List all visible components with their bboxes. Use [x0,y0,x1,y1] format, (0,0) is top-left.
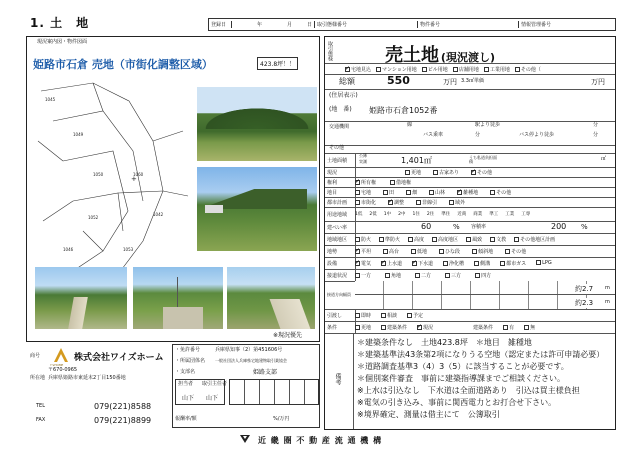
photo-5 [227,267,315,329]
road-option[interactable]: 角地 [385,272,401,279]
use-option[interactable]: その他 [490,189,511,196]
zone-option[interactable]: 2中 [398,212,406,217]
meta-cell: 日 [292,21,315,28]
district-label: 地域地区 [325,233,356,245]
map-label: 現況案内図・物件図面 [37,39,88,45]
category-option[interactable]: 工業用地 [484,66,510,73]
setback-label: うち私道負担面積 [469,155,497,164]
notes-section [325,333,615,429]
map-number: 1060 [133,172,144,177]
other-label: その他 [329,145,345,151]
facility-option[interactable]: 都市ガス [500,260,526,267]
meta-cell: 物件番号 [418,21,519,28]
road-option[interactable]: 三方 [445,272,461,279]
facility-label: 設備 [325,257,356,269]
lot-value: 姫路市石倉1052番 [369,106,438,115]
rights-option[interactable]: ✓ 所有権 [355,179,376,186]
person-box [175,379,228,405]
company-name: 株式会社ワイズホーム [74,353,164,363]
hand-option[interactable]: 予定 [407,312,423,319]
note-line: ＊建築条件なし 土地423.8坪 ＊地目 雑種地 [357,338,532,347]
lot-label: (地 番) [329,106,352,113]
category-option[interactable]: その他（ [515,66,541,73]
bus-label: バス乗車 [423,132,444,138]
facility-option[interactable]: ✓ 上水道 [381,260,402,267]
footer [240,434,500,446]
rights-label: 権利 [325,177,356,187]
terrain-option[interactable]: 傾斜地 [472,248,493,255]
map-number: 1050 [93,172,104,177]
price-unit: 万円 [443,78,457,86]
notes-list [357,337,604,421]
zone-option[interactable]: 近商 [457,212,467,217]
use-option[interactable]: 宅地 [355,189,371,196]
assoc-label: ・所属団体名 [175,358,206,364]
company-block [26,344,320,430]
label-address: 所在地 [30,375,46,381]
banner-title: 姫路市石倉 売地（市街化調整区域） [33,58,213,71]
photo-caption: ※現況優先 [273,332,303,339]
district-option[interactable]: 風致 [466,236,482,243]
commission-value: %/万円 [273,416,290,422]
hand-option[interactable]: 即時 [355,312,371,319]
label-fax: FAX [36,417,46,423]
cond-option[interactable]: 建築条件 [381,324,407,331]
bus-walk: 分 [593,132,599,138]
status-option[interactable]: ✓ その他 [471,169,492,176]
row-price [325,73,615,90]
far-label: 容積率 [471,224,487,230]
district-option[interactable]: その他地区計画 [514,236,555,243]
person-value: 山下 [182,395,195,402]
meta-cell: 取引態様番号 [315,21,418,28]
zone-option[interactable]: 工業 [505,212,515,217]
row-area [325,153,615,168]
photo-2 [197,167,317,251]
facility-option[interactable]: LPG [536,260,552,266]
meta-cell: 情報管理番号 [521,22,552,28]
station-label: 駅より徒歩 [475,122,501,128]
status-label: 現況 [325,167,356,177]
hand-option[interactable]: 相談 [381,312,397,319]
use-option[interactable]: 畑 [406,189,417,196]
map-number: 1049 [73,132,84,137]
tsubo-label: 3.3㎡単価 [461,78,484,84]
note-line: ※電気の引き込み、事前に関西電力とお打合せ下さい。 [357,398,557,407]
photo-1 [197,87,317,161]
cond-option[interactable]: 更地 [355,324,371,331]
assoc-value: 一般社団法人兵庫県宅地建物取引業協会 [215,358,287,363]
org-name: 近 畿 圏 不 動 産 流 通 機 構 [258,435,383,445]
zone-option[interactable]: 工専 [521,212,531,217]
use-option[interactable]: 田 [383,189,394,196]
meta-cell: 月 [286,22,292,28]
terrain-option[interactable]: ひな段 [439,248,460,255]
zone-option[interactable]: 準工 [489,212,499,217]
terrain-label: 地勢 [325,245,356,257]
city-option[interactable]: 域外 [449,199,465,206]
company-info-box [172,344,320,428]
photo-4 [133,267,223,329]
row-transport [325,121,615,146]
zone-option[interactable]: 2住 [426,212,435,217]
coverage-unit: % [453,223,460,231]
terrain-option[interactable]: 高台 [383,248,399,255]
city-label: 都市計画 [325,197,356,207]
section-title: 1. 土 地 [30,16,90,30]
price-value: 550 [387,74,410,87]
company-address: 兵庫県姫路市東延末2丁目150番地 [48,375,126,381]
note-line: ※上水は引込なし 下水道は全面道路あり 引込は買主様負担 [357,386,580,395]
category-option[interactable]: ✓宅地見込 [345,66,371,73]
address-label: (住居表示) [329,92,358,99]
far-unit: % [581,223,588,231]
build-option[interactable]: 有 [503,324,514,331]
cond-label: 条件 [325,321,356,333]
use-label: 地目 [325,187,356,197]
zone-label: 用途地域 [325,207,356,221]
district-option[interactable]: 高度 [408,236,424,243]
area-badge: 423.8坪！！ [257,57,298,70]
road-option[interactable]: 一方 [355,272,371,279]
header-meta-bar [208,18,616,31]
district-option[interactable]: 防火 [355,236,371,243]
logo-text: Y'sHOME [50,363,64,367]
map-number: 1042 [153,212,164,217]
bus-min: 分 [475,132,481,138]
district-option[interactable]: 高度地区 [432,236,458,243]
district-option[interactable]: 文教 [490,236,506,243]
terrain-option[interactable]: ✓ 平坦 [355,248,371,255]
branch-label: ・支部名 [175,369,196,375]
map-number: 1046 [63,247,74,252]
road1-label: 接道方向幅員 [325,281,356,309]
road2-width: 約2.3 [575,299,594,307]
rights-option[interactable]: 借地権 [390,179,411,186]
meta-cell: 登録日 [209,21,232,28]
zone-option[interactable]: 準住 [441,212,451,217]
zone-option[interactable]: 商業 [473,212,483,217]
district-option[interactable]: 準防火 [379,236,400,243]
notes-label: 備考 [334,373,341,385]
company-fax: 079(221)8899 [94,416,152,425]
company-logo [54,348,68,362]
row-address [325,89,615,122]
area-row-label: 土地面積 [325,153,356,167]
map-number: 1045 [45,97,56,102]
road-unit-2: m [605,299,610,305]
category-option[interactable]: マンション用地 [376,66,417,73]
banner [31,53,307,73]
line-label: 線 [407,122,413,128]
road-option[interactable]: 二方 [415,272,431,279]
price-label: 総額 [339,77,355,86]
status-option[interactable]: 古家あり [433,169,459,176]
tsubo-unit: 万円 [591,78,605,86]
cond-option[interactable]: ✓ 現況 [417,324,433,331]
note-line: ＊個別案件審査 事前に建築指導課までご相談ください。 [357,374,565,383]
row-road-width [325,281,615,310]
facility-option[interactable]: ✓ 下水道 [412,260,433,267]
road-label: 接道状況 [325,269,356,281]
person-label: 取引主任者 [202,381,228,387]
use-option[interactable]: ✓ 雑種地 [457,189,478,196]
build-label: 建築条件 [473,324,494,331]
zone-option[interactable]: 1中 [383,212,392,217]
facility-option[interactable]: ✓ 電気 [355,260,371,267]
build-option[interactable]: 無 [524,324,535,331]
logo-mark-icon [54,348,68,362]
person-value: 山下 [206,395,219,402]
type-label: 取引態様 [327,41,333,61]
row-zone [325,207,615,222]
minute-label: 分 [593,122,599,128]
company-tel: 079(221)8588 [94,402,152,411]
facility-option[interactable]: 浄化槽 [443,260,464,267]
commission-label: 報酬率/額 [175,416,197,422]
road-unit: m [605,285,610,291]
transport-label: 交通機関 [329,124,350,130]
cadastral-map [33,81,191,291]
terrain-option[interactable]: その他 [505,248,526,255]
bus-stop: バス停より徒歩 [519,132,555,138]
facility-option[interactable]: 側溝 [474,260,490,267]
map-plus: + [131,175,137,183]
road1-width: 約2.7 [575,285,594,293]
left-panel [26,36,320,342]
license-label: ・免許番号 [175,347,201,353]
note-line: ＊道路調査基準3（4）3（5）に該当することが必要です。 [357,362,569,371]
zone-option[interactable]: 2低 [369,212,377,217]
label-tel: TEL [36,403,45,409]
person-label: 担当者 [178,381,194,387]
hand-label: 引渡し [325,309,356,321]
header-section-title [30,14,89,31]
title-main: 売土地 [385,45,439,66]
city-option[interactable]: ✓ 調整 [388,199,404,206]
photo-3 [35,267,127,329]
category-option[interactable]: ビル用地 [422,66,448,73]
company-postal: 〒670-0965 [48,367,78,373]
label-trader: 商号 [30,353,41,359]
status-option[interactable]: 更地 [405,169,421,176]
grid-box [229,379,319,405]
city-option[interactable]: 非線引 [416,199,437,206]
city-option[interactable]: 市街化 [355,199,376,206]
zone-option[interactable]: 1低 [355,212,363,217]
category-option[interactable]: 店舗用地 [453,66,479,73]
coverage-label: 建ぺい率 [325,221,356,233]
title-sub: (現況渡し) [440,51,495,64]
area-value: 1,401㎡ [401,156,432,165]
road-option[interactable]: 四方 [475,272,491,279]
zone-option[interactable]: 1住 [412,212,420,217]
map-number: 1053 [123,247,134,252]
coverage-value: 60 [421,222,432,231]
meta-cell: 年 [256,22,262,28]
terrain-option[interactable]: 低地 [411,248,427,255]
area-opt: 公簿 [359,153,367,158]
map-number: 1052 [88,215,99,220]
setback-unit: ㎡ [601,156,607,162]
note-line: ※境界確定、測量は借主にて 公簿取引 [357,410,500,419]
branch-value: 姫路支部 [253,369,278,376]
area-opt: 実測 [359,159,367,164]
right-panel [324,36,616,430]
note-line: ＊建築基準法43条第2項になりうる空地（認定または許可申請必要） [357,350,605,359]
org-logo-icon [240,435,250,445]
far-value: 200 [551,222,567,231]
use-option[interactable]: 山林 [429,189,445,196]
license-value: 兵庫県知事（2）第451606号 [215,347,283,353]
